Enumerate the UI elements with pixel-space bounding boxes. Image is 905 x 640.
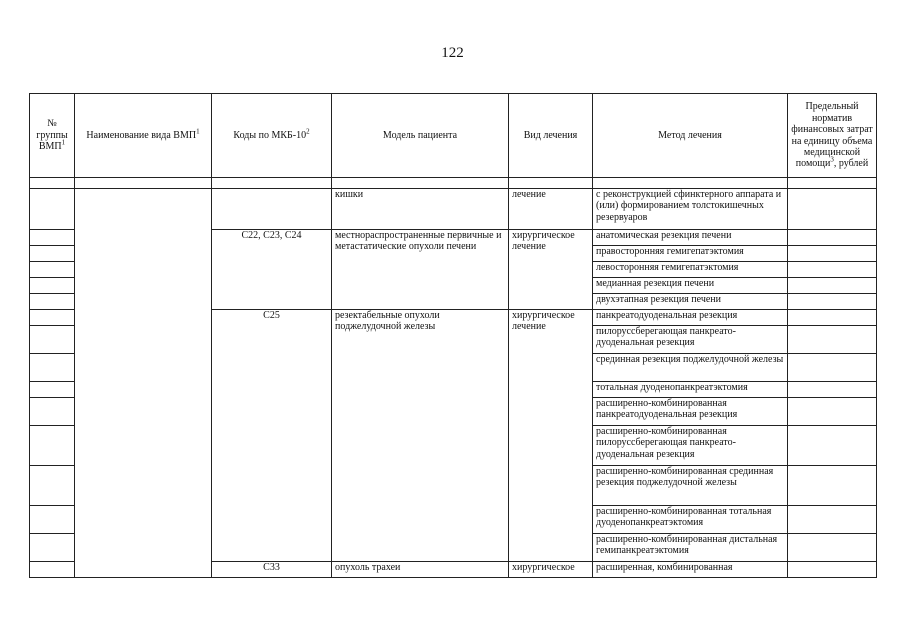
- method-cell: панкреатодуоденальная резекция: [593, 310, 788, 326]
- type-cell: хирургическое: [509, 562, 593, 578]
- header-cost-norm: Предельный норматив финансовых затрат на единицу объема медицинской помощи$^3$, рублей: [788, 94, 877, 178]
- group-number-cell: [30, 534, 75, 562]
- model-cell: опухоль трахеи: [332, 562, 509, 578]
- cost-cell: [788, 278, 877, 294]
- header-patient-model: Модель пациента: [332, 94, 509, 178]
- method-cell: левосторонняя гемигепатэктомия: [593, 262, 788, 278]
- codes-cell: C25: [212, 310, 332, 562]
- cost-cell: [788, 562, 877, 578]
- group-number-cell: [30, 310, 75, 326]
- group-number-cell: [30, 398, 75, 426]
- type-cell: хирургическое лечение: [509, 310, 593, 562]
- method-cell: пилоруссберегающая панкреато-дуоденальная резекция: [593, 326, 788, 354]
- cost-cell: [788, 189, 877, 230]
- page-number: 122: [441, 45, 464, 61]
- cost-cell: [788, 466, 877, 506]
- cost-cell: [788, 354, 877, 382]
- group-number-cell: [30, 262, 75, 278]
- cost-cell: [788, 246, 877, 262]
- cost-cell: [788, 310, 877, 326]
- group-number-cell: [30, 466, 75, 506]
- cost-cell: [788, 506, 877, 534]
- cost-cell: [788, 262, 877, 278]
- separator-row: [30, 178, 877, 189]
- codes-cell: C22, C23, C24: [212, 230, 332, 310]
- group-number-cell: [30, 246, 75, 262]
- header-row: [30, 94, 877, 178]
- method-cell: расширенно-комбинированная срединная резекция поджелудочной железы: [593, 466, 788, 506]
- method-cell: с реконструкцией сфинктерного аппарата и (или) формированием толстокишечных резервуаров: [593, 189, 788, 230]
- cost-cell: [788, 534, 877, 562]
- group-number-cell: [30, 294, 75, 310]
- header-group-number: № группы ВМП$^1$: [30, 94, 75, 178]
- vmp-table-container: [29, 93, 876, 578]
- group-number-cell: [30, 426, 75, 466]
- cost-cell: [788, 382, 877, 398]
- header-treatment-method: Метод лечения: [593, 94, 788, 178]
- group-number-cell: [30, 189, 75, 230]
- method-cell: расширенно-комбинированная пилоруссберегающая панкреато-дуоденальная резекция: [593, 426, 788, 466]
- method-cell: правосторонняя гемигепатэктомия: [593, 246, 788, 262]
- table-row: [30, 189, 877, 230]
- header-mkb-codes: Коды по МКБ-$10^2$: [212, 94, 332, 178]
- group-number-cell: [30, 382, 75, 398]
- model-cell: местнораспространенные первичные и метастатические опухоли печени: [332, 230, 509, 310]
- codes-cell: [212, 189, 332, 230]
- cost-cell: [788, 326, 877, 354]
- method-cell: медианная резекция печени: [593, 278, 788, 294]
- model-cell: кишки: [332, 189, 509, 230]
- method-cell: двухэтапная резекция печени: [593, 294, 788, 310]
- type-cell: лечение: [509, 189, 593, 230]
- method-cell: расширенно-комбинированная дистальная гемипанкреатэктомия: [593, 534, 788, 562]
- model-cell: резектабельные опухоли поджелудочной железы: [332, 310, 509, 562]
- cost-cell: [788, 230, 877, 246]
- method-cell: расширенная, комбинированная: [593, 562, 788, 578]
- vmp-table: [29, 93, 877, 578]
- cost-cell: [788, 426, 877, 466]
- method-cell: анатомическая резекция печени: [593, 230, 788, 246]
- codes-cell: C33: [212, 562, 332, 578]
- header-treatment-type: Вид лечения: [509, 94, 593, 178]
- method-cell: срединная резекция поджелудочной железы: [593, 354, 788, 382]
- group-number-cell: [30, 506, 75, 534]
- header-vmp-name: Наименование вида ВМП$^1$: [75, 94, 212, 178]
- group-number-cell: [30, 354, 75, 382]
- cost-cell: [788, 398, 877, 426]
- vmp-name-cell: [75, 189, 212, 578]
- type-cell: хирургическое лечение: [509, 230, 593, 310]
- method-cell: расширенно-комбинированная тотальная дуоденопанкреатэктомия: [593, 506, 788, 534]
- group-number-cell: [30, 278, 75, 294]
- cost-cell: [788, 294, 877, 310]
- group-number-cell: [30, 230, 75, 246]
- group-number-cell: [30, 562, 75, 578]
- group-number-cell: [30, 326, 75, 354]
- method-cell: тотальная дуоденопанкреатэктомия: [593, 382, 788, 398]
- method-cell: расширенно-комбинированная панкреатодуоденальная резекция: [593, 398, 788, 426]
